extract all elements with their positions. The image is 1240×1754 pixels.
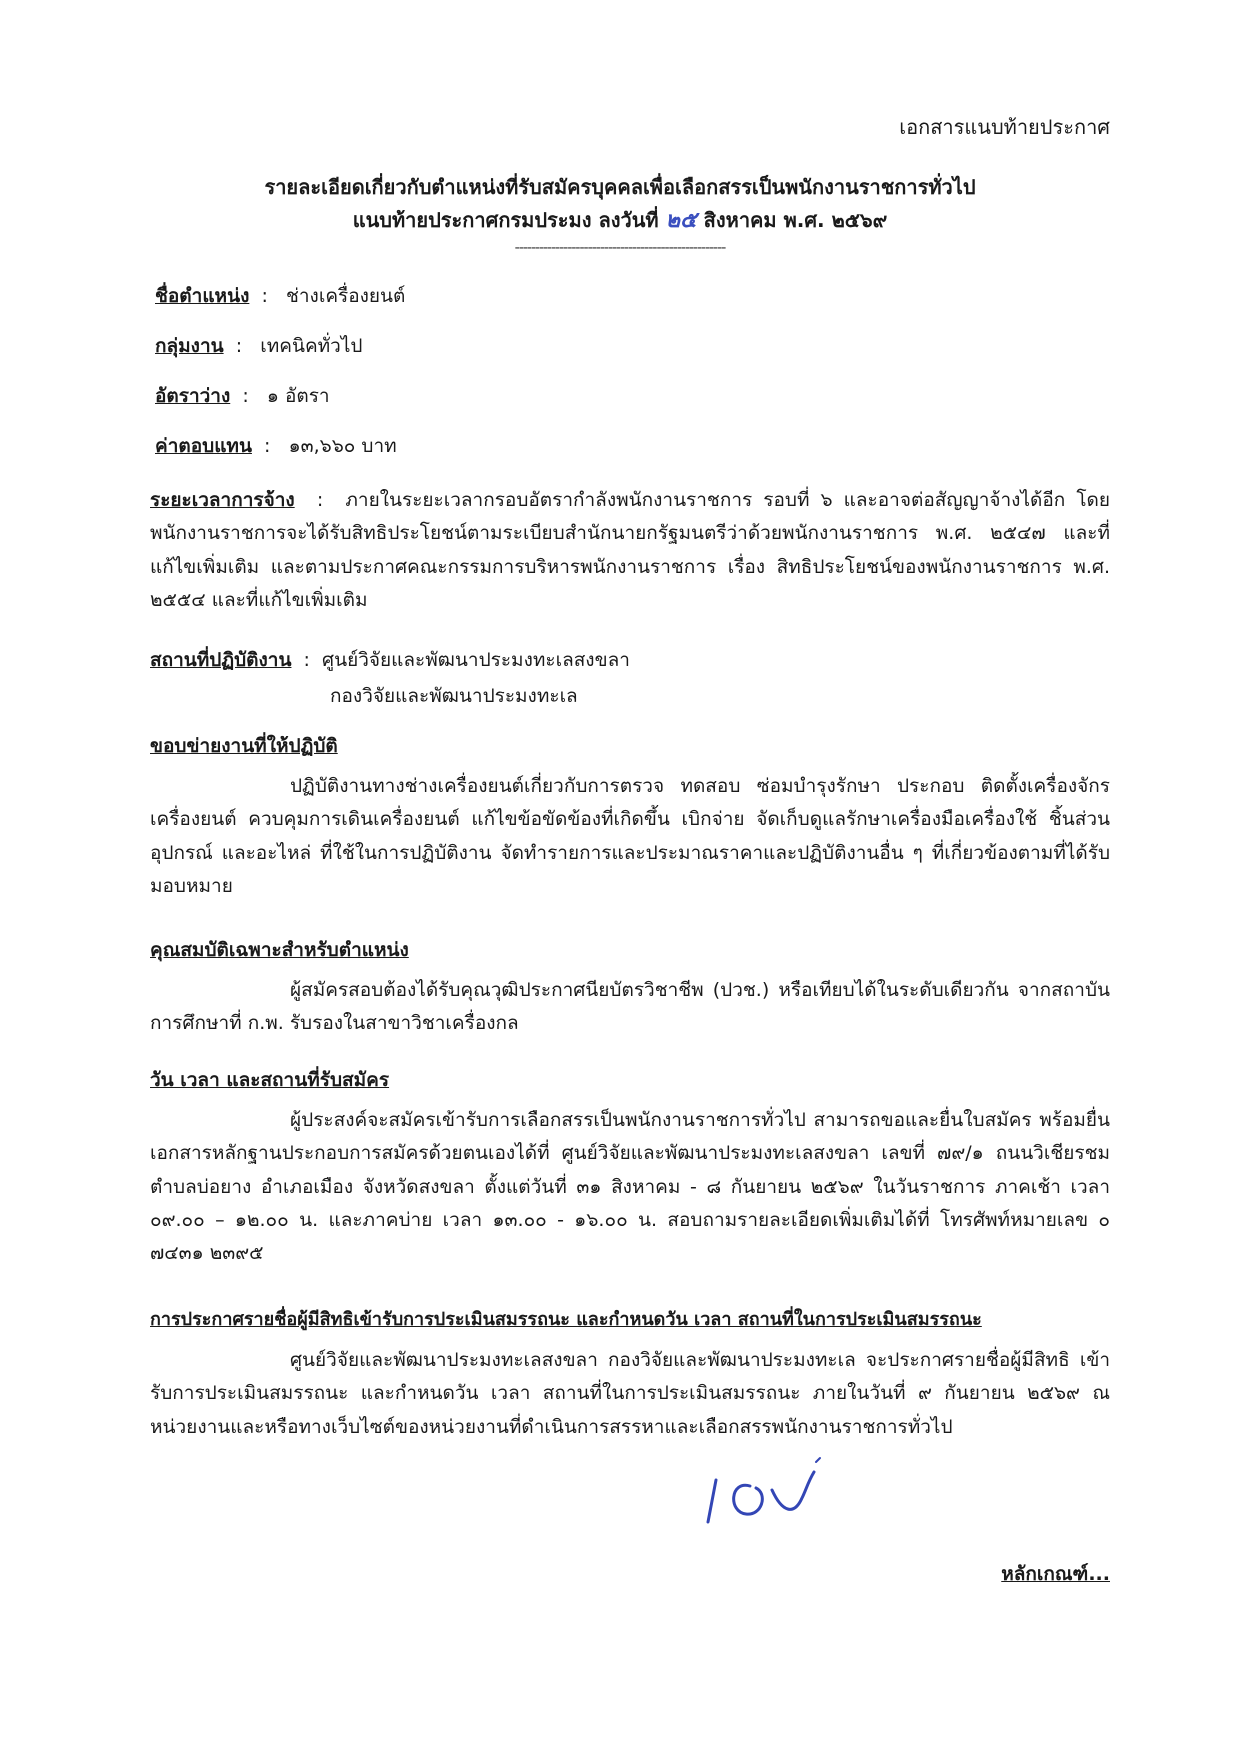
field-value: ๑๓,๖๖๐ บาท (288, 435, 397, 457)
workplace-label: สถานที่ปฏิบัติงาน (150, 649, 292, 671)
field-colon: : (236, 385, 261, 407)
field-label: กลุ่มงาน (155, 335, 224, 357)
document-title: รายละเอียดเกี่ยวกับตำแหน่งที่รับสมัครบุคคลเพื่อเลือกสรรเป็นพนักงานราชการทั่วไป (264, 175, 976, 199)
field-salary (155, 432, 1055, 461)
application-text: ผู้ประสงค์จะสมัครเข้ารับการเลือกสรรเป็นพนักงานราชการทั่วไป สามารถขอและยื่นใบสมัคร พร้อมยื่นเอกสารหลักฐานประกอบการสมัครด้วยตนเองได้ที่ ศูนย์วิจัยและพัฒนาประมงทะเลสงขลา เลขที่ ๗๙/๑ ถนนวิเชียรชม ตำบลบ่อยาง อำเภอเมือง จังหวัดสงขลา ตั้งแต่วันที่ ๓๑ สิงหาคม - ๘ กันยายน ๒๕๖๙ ในวันราชการ ภาคเช้า เวลา ๐๙.๐๐ – ๑๒.๐๐ น. และภาคบ่าย เวลา ๑๓.๐๐ - ๑๖.๐๐ น. สอบถามรายละเอียดเพิ่มเติมได้ที่ โทรศัพท์หมายเลข ๐ ๗๔๓๑ ๒๓๙๕ (150, 1109, 1110, 1264)
header-attachment-label: เอกสารแนบท้ายประกาศ (899, 115, 1110, 139)
employment-period-text: ภายในระยะเวลากรอบอัตรากำลังพนักงานราชการ รอบที่ ๖ และอาจต่อสัญญาจ้างได้อีก โดยพนักงานราชการจะได้รับสิทธิประโยชน์ตามระเบียบสำนักนายกรัฐมนตรีว่าด้วยพนักงานราชการ พ.ศ. ๒๕๔๗ และที่แก้ไขเพิ่มเติม และตามประกาศคณะกรรมการบริหารพนักงานราชการ เรื่อง สิทธิประโยชน์ของพนักงานราชการ พ.ศ. ๒๕๕๔ และที่แก้ไขเพิ่มเติม (150, 489, 1111, 611)
workplace-line1: ศูนย์วิจัยและพัฒนาประมงทะเลสงขลา (322, 649, 630, 671)
field-position (155, 282, 1055, 311)
field-colon: : (297, 649, 316, 671)
handwritten-day: ๒๕ (665, 207, 697, 233)
field-label: อัตราว่าง (155, 385, 231, 407)
scope-heading: ขอบข่ายงานที่ให้ปฏิบัติ (150, 735, 338, 757)
qualification-text: ผู้สมัครสอบต้องได้รับคุณวุฒิประกาศนียบัตรวิชาชีพ (ปวช.) หรือเทียบได้ในระดับเดียวกัน จากสถาบันการศึกษาที่ ก.พ. รับรองในสาขาวิชาเครื่องกล (150, 979, 1110, 1035)
employment-period-label: ระยะเวลาการจ้าง (150, 489, 295, 511)
subtitle-prefix: แนบท้ายประกาศกรมประมง ลงวันที่ (352, 208, 659, 232)
document-subtitle (150, 204, 1090, 237)
field-colon: : (305, 489, 335, 511)
field-label: ชื่อตำแหน่ง (155, 285, 250, 307)
next-page-indicator: หลักเกณฑ์... (1001, 1563, 1110, 1585)
field-colon: : (258, 435, 283, 457)
field-value: เทคนิคทั่วไป (260, 335, 363, 357)
announcement-heading: การประกาศรายชื่อผู้มีสิทธิเข้ารับการประเมินสมรรถนะ และกำหนดวัน เวลา สถานที่ในการประเมินสมรรถนะ (150, 1309, 982, 1330)
scope-text: ปฏิบัติงานทางช่างเครื่องยนต์เกี่ยวกับการตรวจ ทดสอบ ซ่อมบำรุงรักษา ประกอบ ติดตั้งเครื่องจักร เครื่องยนต์ ควบคุมการเดินเครื่องยนต์ แก้ไขข้อขัดข้องที่เกิดขึ้น เบิกจ่าย จัดเก็บดูแลรักษาเครื่องมือเครื่องใช้ ชิ้นส่วน อุปกรณ์ และอะไหล่ ที่ใช้ในการปฏิบัติงาน จัดทำรายการและประมาณราคาและปฏิบัติงานอื่น ๆ ที่เกี่ยวข้องตามที่ได้รับมอบหมาย (150, 775, 1110, 897)
employment-period-section (150, 484, 1110, 617)
field-vacancy (155, 382, 1055, 411)
workplace-section (150, 646, 1050, 675)
application-heading: วัน เวลา และสถานที่รับสมัคร (150, 1069, 390, 1091)
qualification-heading: คุณสมบัติเฉพาะสำหรับตำแหน่ง (150, 939, 409, 961)
field-label: ค่าตอบแทน (155, 435, 252, 457)
workplace-line2: กองวิจัยและพัฒนาประมงทะเล (330, 685, 578, 707)
subtitle-suffix: สิงหาคม พ.ศ. ๒๕๖๙ (703, 208, 888, 232)
separator-line: ---------------------------------------------------- (514, 240, 726, 256)
field-colon: : (229, 335, 255, 357)
announcement-text: ศูนย์วิจัยและพัฒนาประมงทะเลสงขลา กองวิจัยและพัฒนาประมงทะเล จะประกาศรายชื่อผู้มีสิทธิ เข้ารับการประเมินสมรรถนะ และกำหนดวัน เวลา สถานที่ในการประเมินสมรรถนะ ภายในวันที่ ๙ กันยายน ๒๕๖๙ ณ หน่วยงานและหรือทางเว็บไซต์ของหน่วยงานที่ดำเนินการสรรหาและเลือกสรรพนักงานราชการทั่วไป (150, 1349, 1110, 1438)
field-colon: : (255, 285, 280, 307)
field-group (155, 332, 1055, 361)
field-value: ช่างเครื่องยนต์ (285, 285, 406, 307)
field-value: ๑ อัตรา (266, 385, 330, 407)
handwritten-initials-icon (690, 1450, 850, 1530)
